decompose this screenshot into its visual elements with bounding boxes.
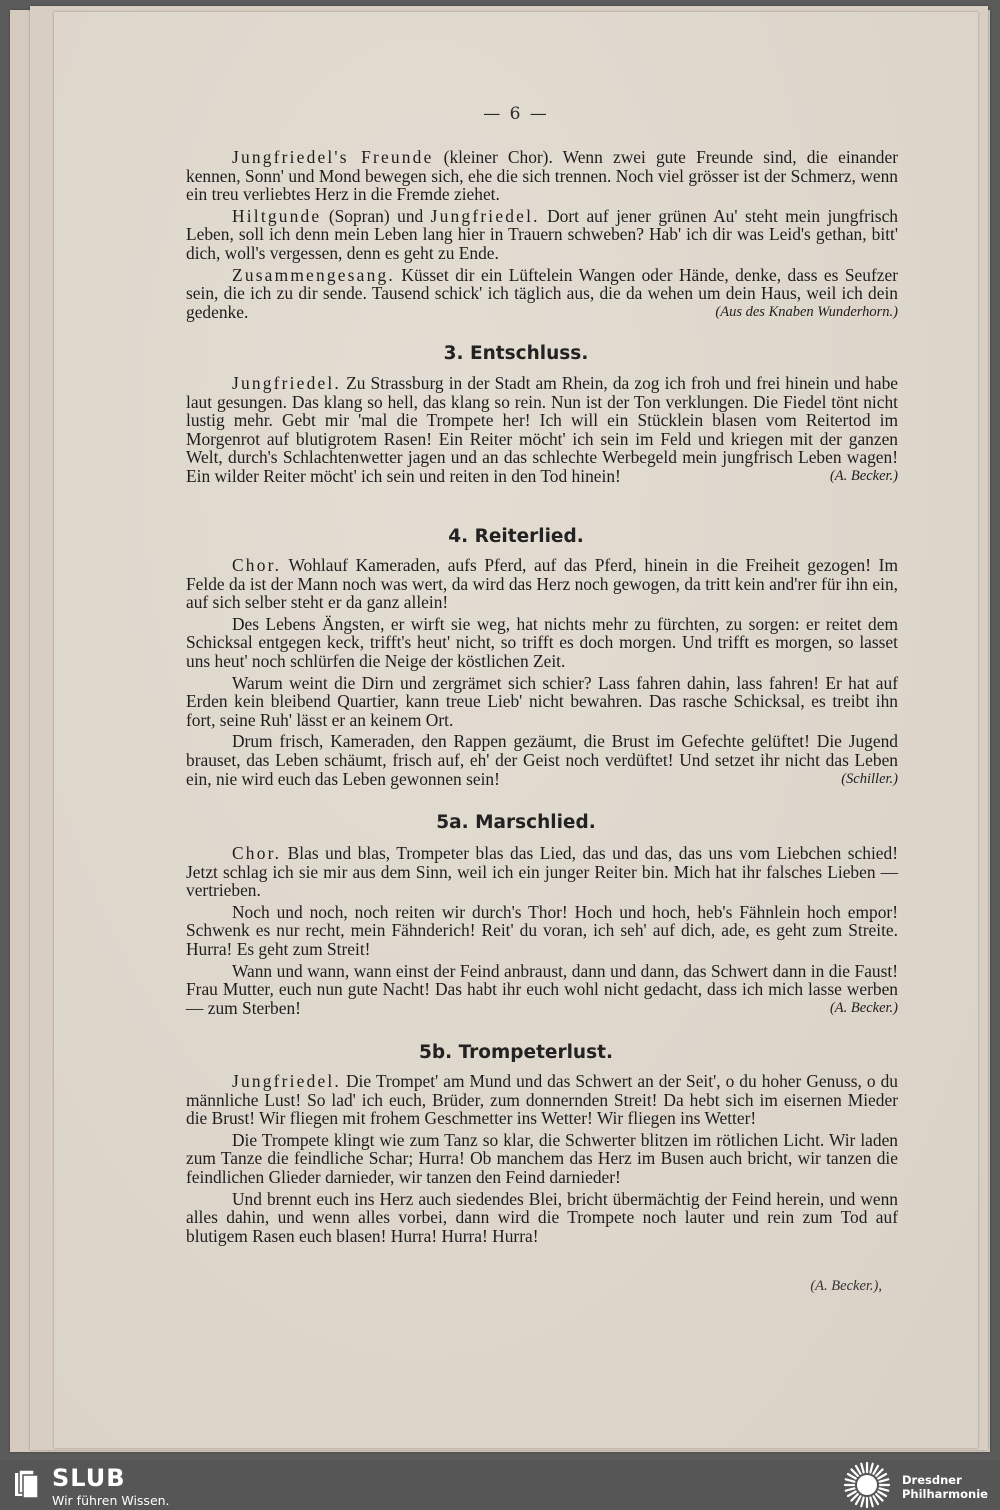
paragraph: Die Trompete klingt wie zum Tanz so klar, die Schwerter blitzen im rötlichen Licht. Wir laden zum Tanze die feindliche Schar; Hurra! Ob manchem das Herz im Busen auch bricht, wir tanzen die feindlichen Glieder darnieder, wir tanzen den Feind darnieder! bbox=[186, 1129, 898, 1187]
citation: (A. Becker.) bbox=[829, 467, 898, 484]
intro-block bbox=[186, 148, 898, 324]
paragraph: Warum weint die Dirn und zergrämet sich schier? Lass fahren dahin, lass fahren! Er hat auf Erden kein bleibend Quartier, kann treue Lieb' nicht bewahren. Das rasche Schicksal, es treibt ihn fort, seine Ruh' lässt er an keinem Ort. bbox=[186, 672, 898, 730]
speaker: Jungfriedel. bbox=[430, 205, 540, 226]
paragraph-text: Wohlauf Kameraden, aufs Pferd, auf das Pferd, hinein in die Freiheit gezogen! Im Felde da ist der Mann noch was wert, da wird das Herz noch gewogen, da tritt kein and'rer für ihn ein, auf sich selber steht er da ganz allein! bbox=[186, 555, 898, 613]
section-3-body bbox=[186, 374, 898, 489]
paragraph-text: (Sopran) und bbox=[321, 205, 431, 226]
citation: (Schiller.) bbox=[841, 770, 898, 787]
paragraph-text: Wann und wann, wann einst der Feind anbraust, dann und dann, das Schwert dann in die Faust! Frau Mutter, euch nun gute Nacht! Das habt ihr euch wohl nicht gedacht, dass ich mich lasse werben — zum Sterben! bbox=[186, 960, 898, 1018]
speaker: Zusammengesang. bbox=[232, 264, 395, 285]
paragraph-text: Blas und blas, Trompeter blas das Lied, das und das, das uns vom Liebchen schied! Jetzt schlag ich sie mir aus dem Sinn, weil ich ein junger Reiter bin. Mich hat ihr falsches Lieben — vertrieben. bbox=[186, 843, 898, 901]
paragraph bbox=[186, 266, 898, 322]
paragraph bbox=[186, 207, 898, 263]
paragraph-text: Dort auf jener grünen Au' steht mein jungfrisch Leben, soll ich denn mein Leben lang hier in Trauern schweben? Hab' ich dir was Leid's gethan, bitt' dich, woll's vergessen, denn es geht zu Ende. bbox=[186, 205, 898, 263]
paragraph bbox=[186, 962, 898, 1018]
section-5b-body bbox=[186, 1072, 898, 1248]
speaker: Jungfriedel's Freunde bbox=[232, 147, 434, 167]
document-page bbox=[54, 12, 978, 1448]
citation: (A. Becker.), bbox=[810, 1278, 882, 1294]
paragraph-text: Küsset dir ein Lüftelein Wangen oder Hände, denke, dass es Seufzer sein, die ich zu dir sende. Tausend schick' ich täglich aus, die da wehen um dein Haus, weil ich dein gedenke. bbox=[186, 264, 898, 322]
citation: (Aus des Knaben Wunderhorn.) bbox=[715, 303, 898, 320]
page-number: — 6 — bbox=[483, 104, 549, 124]
partner-name-line-1[interactable]: Dresdner bbox=[902, 1473, 962, 1487]
footer-bar bbox=[0, 1460, 1000, 1510]
section-heading: 3. Entschluss. bbox=[443, 343, 589, 364]
citation: (A. Becker.) bbox=[829, 999, 898, 1016]
paragraph bbox=[186, 844, 898, 900]
book-icon bbox=[12, 1468, 42, 1500]
paragraph-text: Die Trompet' am Mund und das Schwert an der Seit', o du hoher Genuss, o du männliche Lust! So lad' ich euch, Brüder, zum donnernden Streit! Da hebt sich im eisernen Mieder die Brust! Wir fliegen mit frohem Geschmetter ins Wetter! Wir fliegen ins Wetter! bbox=[186, 1071, 898, 1129]
section-heading: 4. Reiterlied. bbox=[448, 526, 584, 547]
paragraph: Noch und noch, noch reiten wir durch's Thor! Hoch und hoch, heb's Fähnlein hoch empor! Schwenk es nur recht, mein Fähnderich! Reit' du voran, ich seh' auf dich, ade, es geht zum Streite. Hurra! Es geht zum Streit! bbox=[186, 901, 898, 959]
section-heading: 5b. Trompeterlust. bbox=[419, 1042, 613, 1063]
paragraph-text: (kleiner Chor). Wenn zwei gute Freunde sind, die einander kennen, Sonn' und Mond bewegen sich, ehe die sich trennen. Noch viel grösser ist der Schmerz, wenn ein treu verliebtes Herz in die Fremde ziehet. bbox=[186, 147, 898, 205]
paragraph: Des Lebens Ängsten, er wirft sie weg, hat nichts mehr zu fürchten, zu sorgen: er reitet dem Schicksal entgegen keck, trifft's heut' nicht, so trifft es doch morgen. Und trifft es morgen, so lasset uns heut' noch schlürfen die Neige der köstlichen Zeit. bbox=[186, 613, 898, 671]
paragraph bbox=[186, 1072, 898, 1128]
speaker: Chor. bbox=[232, 843, 282, 863]
paragraph: Und brennt euch ins Herz auch siedendes Blei, bricht übermächtig der Feind herein, und wenn alles dahin, und wenn alles vorbei, dann wird die Trompete noch lauter und rein zum Tod auf blutigem Rasen euch blasen! Hurra! Hurra! Hurra! bbox=[186, 1188, 898, 1246]
paragraph-text: Zu Strassburg in der Stadt am Rhein, da zog ich froh und frei hinein und habe laut gesungen. Das klang so hell, das klang so rein. Nun ist der Ton verklungen. Die Fiedel tönt nicht lustig mehr. Gebt mir 'mal die Trompete her! Ich will ein Stücklein blasen vom Reitertod im Morgenrot auf blutigrotem Rasen! Ein Reiter möcht' ich sein im Feld und kriegen mit der ganzen Welt, durch's Schlachtenwetter jagen und an das schlechte Werbegeld mein jungfrisch Leben wagen! Ein wilder Reiter möcht' ich sein und reiten in den Tod hinein! bbox=[186, 373, 898, 486]
speaker: Chor. bbox=[232, 555, 282, 575]
sun-burst-icon[interactable] bbox=[842, 1460, 892, 1510]
paragraph bbox=[186, 374, 898, 486]
section-4-body bbox=[186, 556, 898, 791]
partner-name-line-2[interactable]: Philharmonie bbox=[902, 1487, 988, 1501]
paragraph bbox=[186, 148, 898, 204]
slub-tagline: Wir führen Wissen. bbox=[52, 1493, 170, 1508]
section-heading: 5a. Marschlied. bbox=[436, 812, 596, 833]
speaker: Hiltgunde bbox=[232, 205, 322, 226]
speaker: Jungfriedel. bbox=[232, 1071, 341, 1091]
paragraph-text: Drum frisch, Kameraden, den Rappen gezäumt, die Brust im Gefechte gelüftet! Die Jugend brauset, das Leben schäumt, frisch auf, eh' der Geist noch verdüftet! Und setzet ihr nicht das Leben ein, nie wird euch das Leben gewonnen sein! bbox=[186, 731, 898, 789]
section-5a-body bbox=[186, 844, 898, 1020]
paragraph bbox=[186, 732, 898, 788]
slub-logo-text[interactable]: SLUB bbox=[52, 1464, 126, 1492]
paragraph bbox=[186, 556, 898, 612]
speaker: Jungfriedel. bbox=[232, 373, 341, 393]
